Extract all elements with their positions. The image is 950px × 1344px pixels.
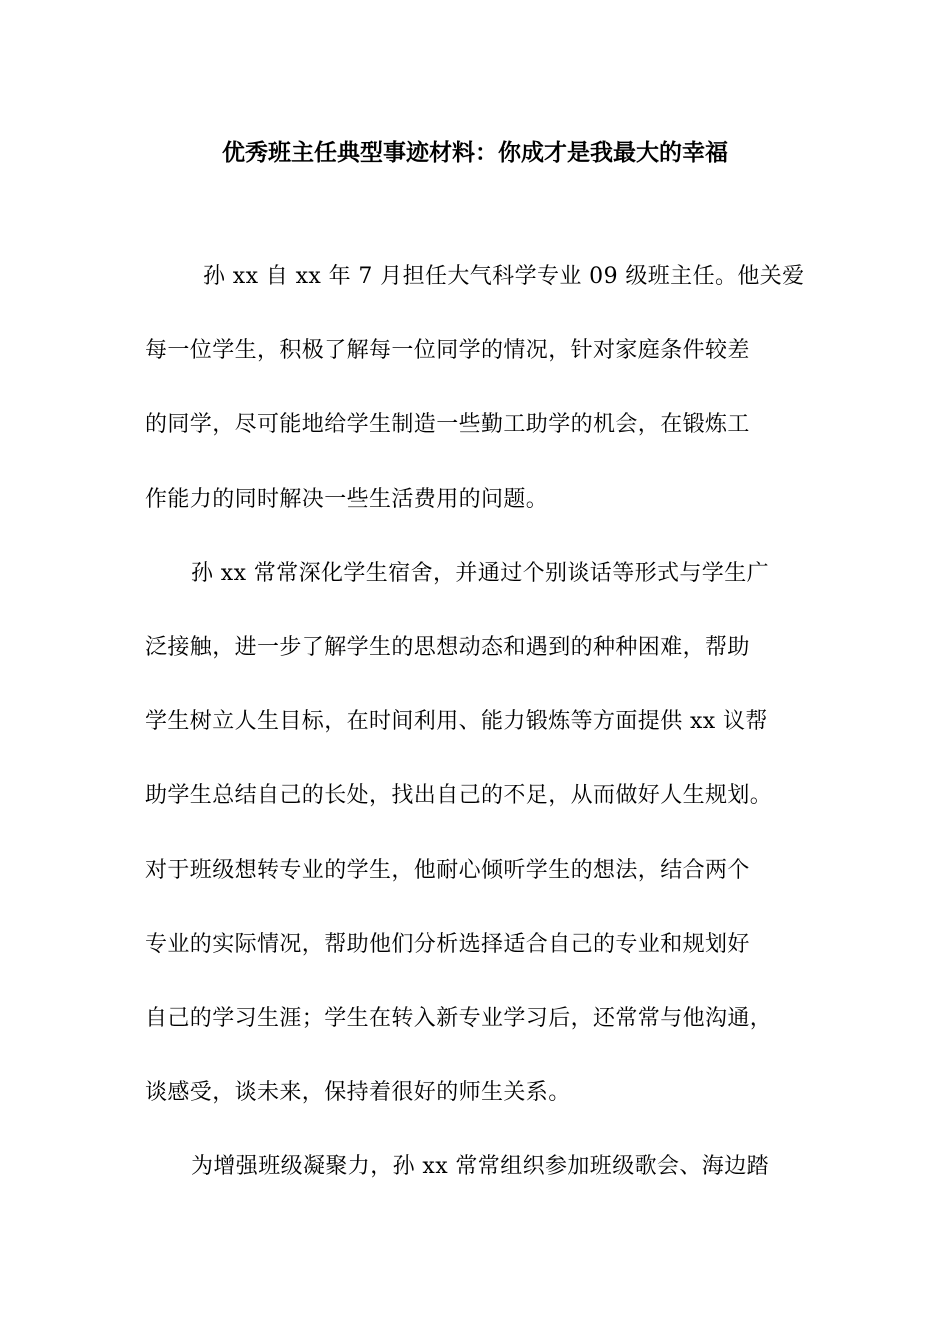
paragraph-2-line-6: 专业的实际情况，帮助他们分析选择适合自己的专业和规划好 bbox=[145, 931, 750, 957]
paragraph-1-line-4: 作能力的同时解决一些生活费用的问题。 bbox=[145, 486, 549, 512]
paragraph-2-line-4: 助学生总结自己的长处，找出自己的不足，从而做好人生规划。 bbox=[145, 783, 773, 809]
document-title: 优秀班主任典型事迹材料：你成才是我最大的幸福 bbox=[222, 139, 728, 166]
paragraph-1-line-2: 每一位学生，积极了解每一位同学的情况，针对家庭条件较差 bbox=[145, 338, 750, 364]
paragraph-2-line-8: 谈感受，谈未来，保持着很好的师生关系。 bbox=[145, 1080, 571, 1106]
paragraph-1-line-1: 孙 xx 自 xx 年 7 月担任大气科学专业 09 级班主任。他关爱 bbox=[203, 264, 805, 289]
paragraph-2-line-2: 泛接触，进一步了解学生的思想动态和遇到的种种困难，帮助 bbox=[145, 634, 750, 660]
paragraph-1-line-3: 的同学，尽可能地给学生制造一些勤工助学的机会，在锻炼工 bbox=[145, 412, 750, 438]
paragraph-2-line-3: 学生树立人生目标，在时间利用、能力锻炼等方面提供 xx 议帮 bbox=[145, 709, 768, 735]
document-body bbox=[145, 259, 825, 1223]
paragraph-3-line-1: 为增强班级凝聚力，孙 xx 常常组织参加班级歌会、海边踏 bbox=[191, 1154, 770, 1180]
paragraph-2-line-7: 自己的学习生涯；学生在转入新专业学习后，还常常与他沟通， bbox=[145, 1005, 773, 1031]
paragraph-2-line-5: 对于班级想转专业的学生，他耐心倾听学生的想法，结合两个 bbox=[145, 857, 750, 883]
paragraph-2-line-1: 孙 xx 常常深化学生宿舍，并通过个别谈话等形式与学生广 bbox=[191, 560, 770, 586]
